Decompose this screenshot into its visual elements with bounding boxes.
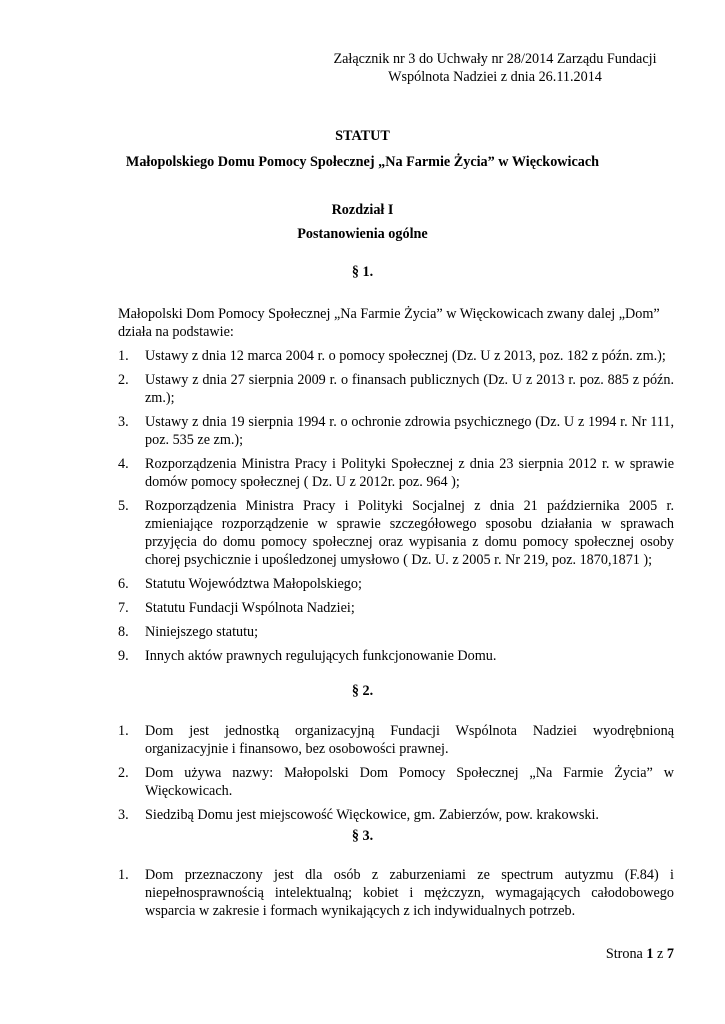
list-item: 3. Ustawy z dnia 19 sierpnia 1994 r. o ochronie zdrowia psychicznego (Dz. U z 1994 r. Nr 111, poz. 535 ze zm.); [118, 414, 674, 448]
list-item: 7. Statutu Fundacji Wspólnota Nadziei; [118, 600, 355, 616]
annex-line-2: Wspólnota Nadziei z dnia 26.11.2014 [388, 69, 602, 85]
footer-current-page: 1 [646, 946, 654, 962]
list-item: 1. Dom przeznaczony jest dla osób z zaburzeniami ze spectrum autyzmu (F.84) i niepełnosprawnością intelektualną; kobiet i mężczyzn, wymagających całodobowego wsparcia w zakresie i formach wynikających z ich indywidualnych potrzeb. [118, 867, 674, 919]
list-item: 9. Innych aktów prawnych regulujących funkcjonowanie Domu. [118, 648, 497, 664]
list-item: 1. Dom jest jednostką organizacyjną Fundacji Wspólnota Nadziei wyodrębnioną organizacyjnie i finansowo, bez osobowości prawnej. [118, 723, 674, 757]
footer-label: Strona [605, 946, 643, 962]
list-item: 2. Ustawy z dnia 27 sierpnia 2009 r. o finansach publicznych (Dz. U z 2013 r. poz. 885 z późn. zm.); [118, 372, 674, 406]
section-1-intro: Małopolski Dom Pomocy Społecznej „Na Farmie Życia” w Więckowicach zwany dalej „Dom” działa na podstawie: [118, 306, 660, 340]
doc-subtitle: Małopolskiego Domu Pomocy Społecznej „Na Farmie Życia” w Więckowicach [125, 154, 600, 170]
section-1-heading: § 1. [351, 264, 374, 280]
list-item: 3. Siedzibą Domu jest miejscowość Więckowice, gm. Zabierzów, pow. krakowski. [118, 807, 599, 823]
list-item: 1. Ustawy z dnia 12 marca 2004 r. o pomocy społecznej (Dz. U z 2013, poz. 182 z późn. zm.); [118, 348, 666, 364]
footer-separator: z [657, 946, 664, 962]
annex-line-1: Załącznik nr 3 do Uchwały nr 28/2014 Zarządu Fundacji [333, 51, 657, 67]
section-2-list [118, 722, 674, 824]
footer-total-pages: 7 [666, 946, 674, 962]
chapter-title: Postanowienia ogólne [297, 226, 428, 242]
list-item: 2. Dom używa nazwy: Małopolski Dom Pomocy Społecznej „Na Farmie Życia” w Więckowicach. [118, 765, 674, 799]
annex-note [300, 50, 690, 86]
page-footer [560, 946, 674, 963]
doc-title: STATUT [335, 128, 390, 144]
list-item: 4. Rozporządzenia Ministra Pracy i Polityki Społecznej z dnia 23 sierpnia 2012 r. w sprawie domów pomocy społecznej ( Dz. U z 2012r. poz. 964 ); [118, 456, 674, 490]
chapter-number: Rozdział I [331, 202, 394, 218]
list-item: 6. Statutu Województwa Małopolskiego; [118, 576, 362, 592]
list-item: 8. Niniejszego statutu; [118, 624, 259, 640]
section-1-list [118, 347, 674, 665]
section-3-list [118, 866, 674, 920]
section-3-heading: § 3. [351, 828, 374, 844]
section-2-heading: § 2. [351, 683, 374, 699]
list-item: 5. Rozporządzenia Ministra Pracy i Polityki Socjalnej z dnia 21 października 2005 r. zmieniające rozporządzenie w sprawie szczegółowego sposobu działania w sprawach przyjęcia do domu pomocy społecznej oraz wypisania z domu pomocy społecznej osoby chorej psychicznie i upośledzonej umysłowo ( Dz. U. z 2005 r. Nr 219, poz. 1870,1871 ); [118, 498, 674, 568]
